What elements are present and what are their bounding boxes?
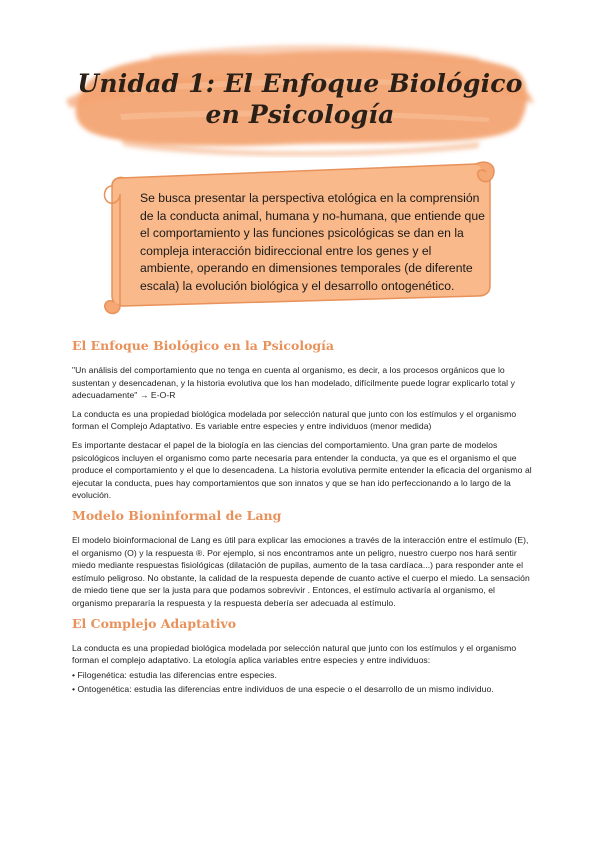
paragraph: El modelo bioinformacional de Lang es útil para explicar las emociones a través de la interacción entre el estímulo (E), el organismo (O) y la respuesta ®. Por ejemplo, si nos encontramos ante un peligro, nuestro cuerpo nos hará sentir miedo mediante respuestas fisiológicas (dilatación de pupilas, aumento de la tasa cardíaca...) para responder ante el estímulo peligroso. No obstante, la calidad de la respuesta depende de cuanto active el cuerpo el miedo. La sensación de miedo tiene que ser la justa para que podamos sobrevivir . Entonces, el estímulo activaría al organismo, el organismo prepararía la respuesta y la respuesta debería ser adecuada al estímulo.	[72, 534, 530, 608]
intro-text: Se busca presentar la perspectiva etológica en la comprensión de la conducta animal, humana y no-humana, que entiende que el comportamiento y las funciones psicológicas se dan en la compleja interacción bidireccional entre los genes y el ambiente, operando en dimensiones temporales (de diferente escala) la evolución biológica y el desarrollo ontogenético.	[140, 191, 485, 293]
list-item: • Filogenética: estudia las diferencias entre especies.	[72, 669, 277, 680]
intro-scroll-box	[98, 156, 498, 318]
quote-paragraph: "Un análisis del comportamiento que no tenga en cuenta al organismo, es decir, a los procesos orgánicos que lo sustentan y desencadenan, y la historia evolutiva que los han modelado, difícilmente puede lograr explicarlo total y adecuadamente" → E-O-R	[72, 365, 515, 401]
section-heading: El Complejo Adaptativo	[72, 615, 237, 631]
list-item: • Ontogenética: estudia las diferencias entre individuos de una especie o el desarrollo de un mismo individuo.	[72, 684, 494, 695]
section-heading: El Enfoque Biológico en la Psicología	[72, 338, 335, 353]
paragraph: La conducta es una propiedad biológica modelada por selección natural que junto con los estímulos y el organismo forman el Complejo Adaptativo. Es variable entre especies y entre individuos (menor medida)	[72, 408, 517, 432]
main-content	[72, 338, 532, 702]
paragraph: La conducta es una propiedad biológica modelada por selección natural que junto con los estímulos y el organismo forman el complejo adaptativo. La etología aplica variables entre especies y entre individuos:	[72, 642, 517, 666]
title-banner	[60, 38, 540, 158]
section-enfoque-biologico	[72, 338, 532, 502]
section-complejo-adaptativo	[72, 616, 532, 696]
section-modelo-lang	[72, 508, 532, 610]
page-title: Unidad 1: El Enfoque Biológico en Psicología	[77, 69, 523, 129]
paragraph: Es importante destacar el papel de la biología en las ciencias del comportamiento. Una gran parte de modelos psicológicos incluyen el organismo como parte necesaria para entender la conducta, ya que es el organismo el que produce el comportamiento y el que lo desencadena. La historia evolutiva permite entender la eficacia del organismo al ejecutar la conducta, pues hay comportamientos que son innatos y que se han ido perfeccionando a lo largo de la evolución.	[72, 439, 532, 501]
section-heading: Modelo Bioninformal de Lang	[72, 507, 282, 523]
